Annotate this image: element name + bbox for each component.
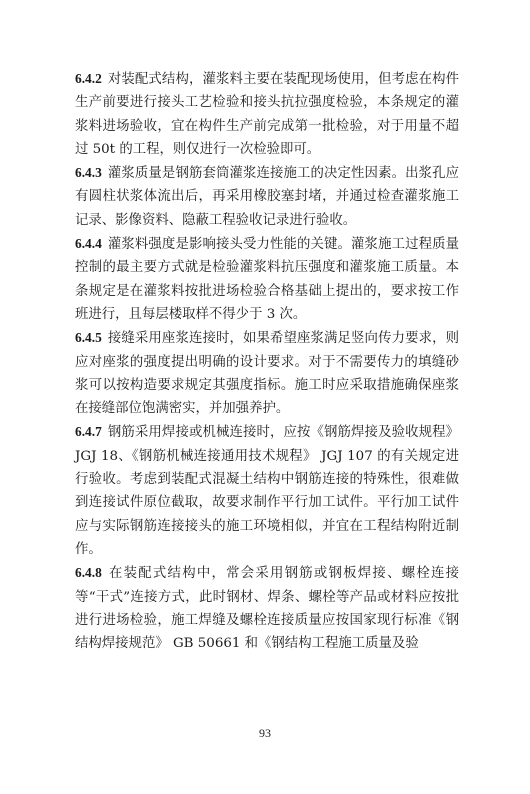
clause-number: 6.4.3 — [75, 165, 102, 181]
clause-6-4-2 — [75, 67, 459, 161]
page-content — [75, 67, 459, 655]
clause-text: 对装配式结构，灌浆料主要在装配现场使用，但考虑在构件生产前要进行接头工艺检验和接头抗拉强度检验，本条规定的灌浆料进场验收，宜在构件生产前完成第一批检验，对于用量不超过 50t 的工程，则仅进行一次检验即可。 — [75, 72, 459, 157]
clause-number: 6.4.7 — [75, 424, 102, 440]
clause-text: 钢筋采用焊接或机械连接时，应按《钢筋焊接及验收规程》 JGJ 18、《钢筋机械连接通用技术规程》 JGJ 107 的有关规定进行验收。考虑到装配式混凝土结构中钢筋连接的特殊性，很难做到连接试件原位截取，故要求制作平行加工试件。平行加工试件应与实际钢筋连接接头的施工环境相似，并宜在工程结构附近制作。 — [75, 425, 459, 557]
clause-text: 接缝采用座浆连接时，如果希望座浆满足竖向传力要求，则应对座浆的强度提出明确的设计要求。对于不需要传力的填缝砂浆可以按构造要求规定其强度指标。施工时应采取措施确保座浆在接缝部位饱满密实，并加强养护。 — [75, 331, 459, 417]
clause-6-4-8 — [75, 561, 459, 655]
clause-6-4-5 — [75, 326, 459, 420]
clause-text: 灌浆质量是钢筋套筒灌浆连接施工的决定性因素。出浆孔应有圆柱状浆体流出后，再采用橡胶塞封堵，并通过检查灌浆施工记录、影像资料、隐蔽工程验收记录进行验收。 — [75, 166, 459, 228]
clause-number: 6.4.5 — [75, 330, 102, 346]
page-number: 93 — [259, 726, 271, 740]
clause-6-4-3 — [75, 161, 459, 232]
clause-number: 6.4.2 — [75, 71, 102, 86]
clause-6-4-7 — [75, 420, 459, 561]
clause-6-4-4 — [75, 232, 459, 326]
clause-text: 在装配式结构中，常会采用钢筋或钢板焊接、螺栓连接等“干式”连接方式，此时钢材、焊条、螺栓等产品或材料应按批进行进场检验，施工焊缝及螺栓连接质量应按国家现行标准《钢结构焊接规范》 GB 50661 和《钢结构工程施工质量及验 — [75, 566, 459, 652]
clause-number: 6.4.8 — [75, 565, 102, 581]
clause-number: 6.4.4 — [75, 236, 102, 252]
clause-text: 灌浆料强度是影响接头受力性能的关键。灌浆施工过程质量控制的最主要方式就是检验灌浆料抗压强度和灌浆施工质量。本条规定是在灌浆料按批进场检验合格基础上提出的，要求按工作班进行，且每层楼取样不得少于 3 次。 — [75, 237, 459, 322]
